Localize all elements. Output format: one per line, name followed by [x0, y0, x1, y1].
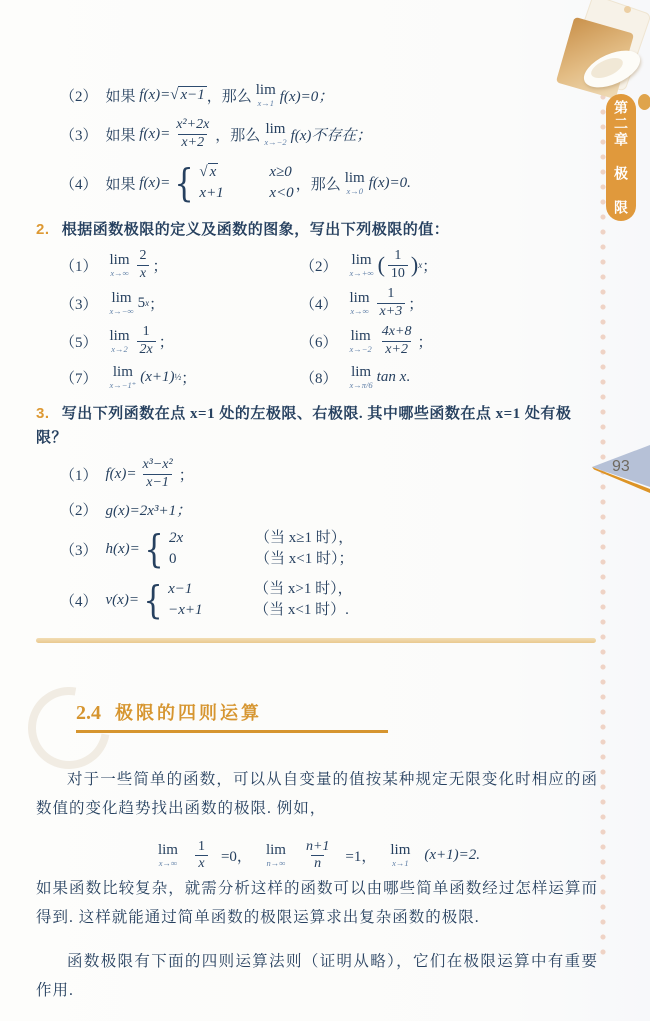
- denominator: x+2: [178, 134, 207, 151]
- radical-icon: √: [170, 86, 179, 103]
- problem-2-heading: [36, 218, 598, 242]
- numerator: 2: [139, 248, 147, 264]
- ex1-item-4: [36, 158, 598, 208]
- section-divider: [36, 638, 596, 643]
- item-text: 如果: [105, 88, 136, 105]
- function-expr: h(x)=: [105, 540, 140, 557]
- ex1-item-2: [36, 82, 598, 108]
- fraction: [388, 248, 408, 281]
- fraction: [139, 457, 175, 490]
- page-number: 93: [612, 458, 630, 475]
- limit-result: (x+1)=2.: [424, 846, 481, 863]
- limit-operator: [110, 291, 134, 316]
- punctuation: ；: [178, 467, 194, 484]
- lim-word: lim: [109, 251, 130, 268]
- case-row: [199, 184, 293, 204]
- lim-subscript: x→+∞: [349, 267, 374, 278]
- case-expr: x−1: [168, 580, 193, 597]
- punctuation: .: [406, 368, 410, 385]
- radical-icon: √: [199, 163, 208, 180]
- item-number: （4）: [300, 296, 338, 313]
- denominator: 10: [388, 265, 408, 282]
- base-expr: (x+1): [140, 368, 175, 385]
- item-text: ，那么: [206, 88, 252, 105]
- lim-subscript: x→1: [257, 97, 275, 108]
- problem-number: 2.: [36, 221, 50, 238]
- ex3-item-3: [36, 524, 598, 574]
- ex3-item-4: [36, 574, 598, 626]
- ex2-item-6: [300, 322, 598, 360]
- denominator: x+3: [377, 303, 406, 320]
- limit-operator: [350, 253, 374, 278]
- lim-word: lim: [344, 169, 365, 186]
- case-row: [199, 163, 293, 183]
- problem-title: 写出下列函数在点 x=1 处的左极限、右极限. 其中哪些函数在点 x=1 处有极限？: [36, 406, 572, 446]
- radicand: x−1: [180, 86, 205, 103]
- function-expr: v(x)=: [105, 591, 139, 608]
- limit-operator: [390, 843, 410, 868]
- exponent: x: [418, 260, 423, 270]
- section-title: 极限的四则运算: [115, 703, 262, 723]
- numerator: 1: [387, 286, 395, 302]
- case-row: [169, 550, 353, 570]
- item-number: （2）: [60, 502, 98, 519]
- problem-title: 根据函数极限的定义及函数的图象，写出下列极限的值：: [61, 222, 450, 238]
- case-row: [168, 580, 352, 600]
- item-number: （7）: [60, 370, 98, 387]
- case-expr: −x+1: [168, 602, 203, 618]
- cases-column: [168, 580, 352, 621]
- item-text: ，那么: [295, 176, 341, 193]
- item-text: 如果: [105, 176, 136, 193]
- item-number: （3）: [60, 542, 98, 559]
- ex2-item-2: [300, 246, 598, 284]
- denominator: x−1: [143, 474, 172, 491]
- numerator: 4x+8: [381, 324, 412, 340]
- decor-dot: [624, 6, 631, 13]
- ex2-item-1: [60, 246, 300, 284]
- piecewise-cases: [172, 160, 294, 205]
- case-expr: [199, 163, 269, 183]
- case-condition: x≥0: [269, 163, 292, 180]
- numerator: n+1: [305, 838, 330, 854]
- limit-operator: [266, 843, 286, 868]
- fraction: [195, 839, 208, 872]
- lim-subscript: x→π/6: [349, 379, 373, 390]
- equals-value: =0，: [220, 848, 252, 865]
- sqrt-expression: [170, 87, 207, 104]
- piecewise-cases: [141, 577, 353, 622]
- lim-word: lim: [111, 289, 132, 306]
- lim-word: lim: [265, 841, 286, 858]
- punctuation: ；: [408, 296, 424, 313]
- chapter-tab: [606, 94, 636, 221]
- item-number: （1）: [60, 467, 98, 484]
- piecewise-cases: [142, 526, 354, 571]
- case-condition: （当 x<1 时）；: [254, 551, 354, 567]
- fraction: [377, 286, 406, 319]
- denominator: x: [195, 855, 207, 872]
- problem-number: 3.: [36, 405, 50, 422]
- item-number: （1）: [60, 258, 98, 275]
- limit-operator: [110, 329, 130, 354]
- denominator: x+2: [382, 341, 411, 358]
- cases-column: [169, 529, 353, 570]
- lim-subscript: x→−2: [349, 343, 372, 354]
- exponent: ½: [174, 372, 182, 382]
- paragraph: 如果函数比较复杂，就需分析这样的函数可以由哪些简单函数经过怎样运算而得到. 这样就能通过简单函数的极限运算求出复杂函数的极限.: [36, 879, 598, 926]
- base-expr: tan x: [376, 368, 407, 385]
- brace-icon: {: [174, 160, 194, 205]
- lim-word: lim: [350, 327, 371, 344]
- ex2-item-5: [60, 322, 300, 360]
- limit-operator: [350, 291, 370, 316]
- page-number-tab: [592, 445, 650, 499]
- item-number: （2）: [300, 258, 338, 275]
- case-condition: （当 x>1 时），: [254, 580, 353, 597]
- item-number: （4）: [60, 176, 98, 193]
- exponent: x: [145, 298, 150, 308]
- item-number: （2）: [60, 88, 98, 105]
- punctuation: ；: [152, 258, 168, 275]
- ex3-item-1: [36, 452, 598, 496]
- fraction: [137, 324, 156, 357]
- radicand: x: [209, 163, 217, 180]
- lim-subscript: x→∞: [350, 305, 369, 316]
- fraction: [379, 324, 415, 357]
- lim-word: lim: [255, 81, 276, 98]
- item-number: （5）: [60, 334, 98, 351]
- case-expr: 0: [168, 551, 177, 567]
- function-expr: f(x)=: [139, 86, 171, 103]
- lim-subscript: x→∞: [158, 857, 178, 868]
- paragraph: 对于一些简单的函数，可以从自变量的值按某种规定无限变化时相应的函数值的变化趋势找出函数的极限. 例如，: [36, 771, 598, 817]
- lim-subscript: x→0: [346, 185, 363, 196]
- item-number: （3）: [60, 296, 98, 313]
- cases-column: [199, 163, 293, 204]
- equals-value: =1，: [345, 848, 377, 865]
- lim-word: lim: [109, 327, 130, 344]
- function-expr: f(x)=: [105, 465, 137, 482]
- punctuation: ；: [181, 370, 197, 387]
- chapter-tab-label: 第二章 极 限: [613, 99, 629, 216]
- paragraph: 函数极限有下面的四则运算法则（证明从略），它们在极限运算中有重要作用.: [36, 953, 598, 1000]
- lim-subscript: x→−∞: [109, 305, 134, 316]
- limit-operator: [256, 83, 276, 108]
- ex2-item-7: [60, 360, 300, 394]
- lim-word: lim: [157, 841, 178, 858]
- limit-result: f(x)=0；: [279, 88, 334, 105]
- limit-operator: [264, 122, 286, 147]
- lim-subscript: x→∞: [110, 267, 129, 278]
- section-header: [36, 699, 598, 745]
- lim-subscript: x→2: [111, 343, 128, 354]
- section-title-line: [76, 699, 598, 725]
- fraction: [303, 839, 332, 872]
- limit-operator: [158, 843, 178, 868]
- case-condition: x<0: [269, 185, 294, 201]
- lim-word: lim: [351, 251, 372, 268]
- case-condition: （当 x≥1 时），: [254, 529, 354, 546]
- item-number: （6）: [300, 334, 338, 351]
- lim-word: lim: [349, 289, 370, 306]
- ex2-item-8: [300, 360, 598, 394]
- lim-subscript: x→−2: [264, 136, 287, 147]
- punctuation: ；: [149, 296, 165, 313]
- numerator: 1: [197, 838, 205, 854]
- ex2-item-4: [300, 284, 598, 322]
- case-row: [168, 601, 352, 621]
- section-number: 2.4: [76, 702, 101, 724]
- function-expr: f(x)=: [139, 125, 171, 142]
- problem-3-heading: [36, 402, 598, 450]
- section-underline: [76, 730, 388, 733]
- numerator: 1: [142, 324, 150, 340]
- case-condition: （当 x<1 时）.: [254, 602, 349, 618]
- lim-word: lim: [390, 841, 411, 858]
- denominator: x: [137, 265, 149, 282]
- lim-subscript: x→1: [392, 857, 409, 868]
- item-number: （4）: [60, 593, 98, 610]
- function-expr: f(x)=: [139, 174, 171, 191]
- ex1-item-3: [36, 114, 598, 154]
- page-content: [36, 82, 598, 1021]
- lim-subscript: n→∞: [266, 857, 286, 868]
- item-text: ，那么: [215, 127, 261, 144]
- limit-operator: [110, 253, 130, 278]
- left-paren: (: [377, 252, 385, 277]
- brace-icon: {: [143, 577, 163, 622]
- limit-operator: [110, 365, 137, 390]
- numerator: x³−x²: [142, 457, 173, 473]
- item-number: （8）: [300, 370, 338, 387]
- case-row: [169, 529, 353, 549]
- base-expr: 5: [137, 294, 146, 311]
- item-text: 如果: [105, 127, 136, 144]
- punctuation: ；: [422, 258, 438, 275]
- limit-operator: [345, 171, 365, 196]
- problem-2-items: [60, 246, 598, 394]
- lim-word: lim: [351, 363, 372, 380]
- lim-word: lim: [112, 363, 133, 380]
- case-expr: 2x: [168, 529, 184, 546]
- limit-result: f(x)=0.: [368, 174, 411, 191]
- denominator: 2x: [137, 341, 156, 358]
- fraction: [173, 117, 212, 150]
- decor-dot: [638, 94, 650, 110]
- lim-subscript: x→−1⁺: [109, 379, 137, 390]
- denominator: n: [311, 855, 324, 872]
- punctuation: ；: [158, 334, 174, 351]
- ex2-item-3: [60, 284, 300, 322]
- fraction: [137, 248, 150, 281]
- example-formula: [36, 839, 598, 872]
- item-number: （3）: [60, 127, 98, 144]
- punctuation: ；: [417, 334, 433, 351]
- limit-operator: [350, 365, 373, 390]
- ex3-item-2: [36, 496, 598, 522]
- case-expr: x+1: [199, 185, 224, 201]
- numerator: x²+2x: [176, 117, 210, 133]
- limit-operator: [350, 329, 372, 354]
- numerator: 1: [394, 248, 402, 264]
- brace-icon: {: [144, 526, 164, 571]
- limit-result: f(x)不存在；: [290, 127, 372, 144]
- function-expr: g(x)=2x³+1；: [105, 502, 192, 519]
- right-paren: ): [410, 252, 419, 277]
- lim-word: lim: [265, 120, 286, 137]
